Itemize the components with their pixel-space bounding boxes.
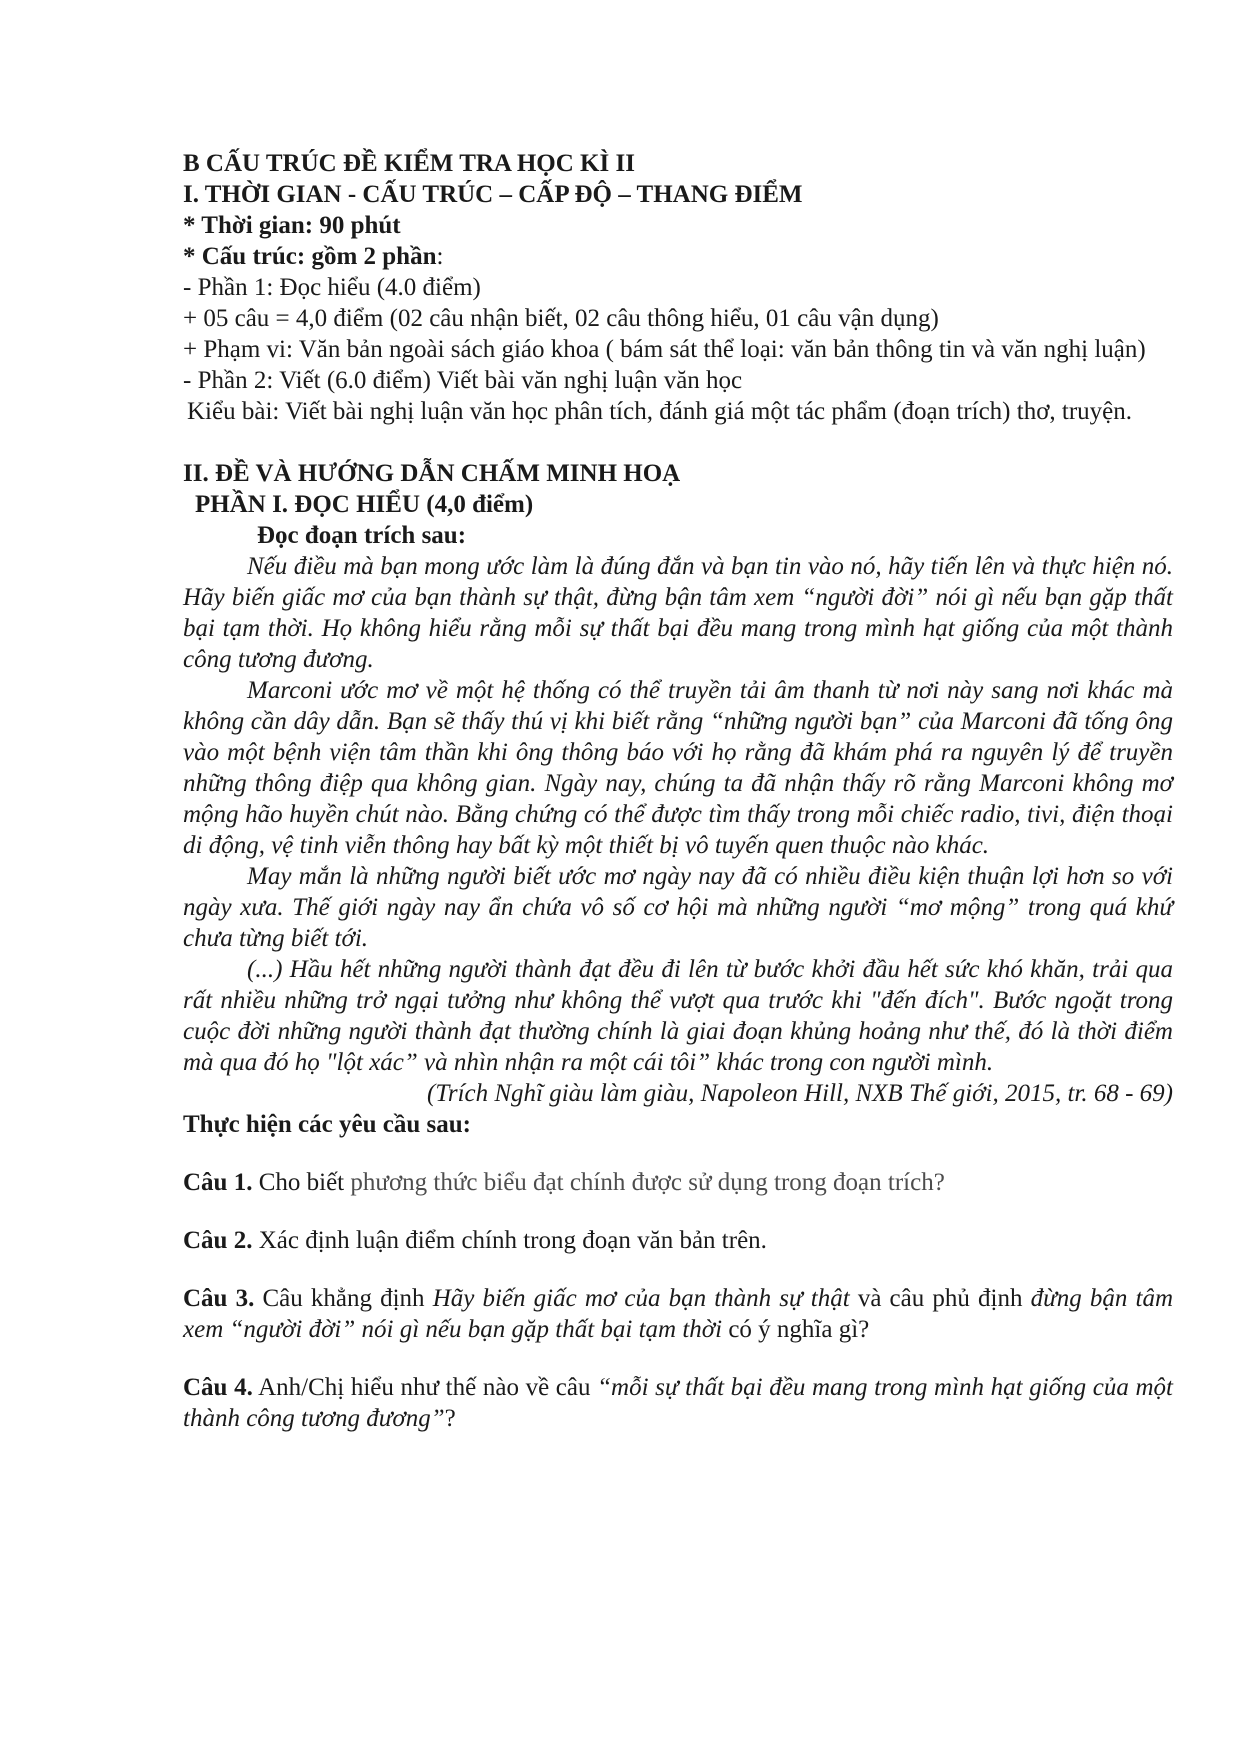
writing-type-line: Kiểu bài: Viết bài nghị luận văn học phân tích, đánh giá một tác phẩm (đoạn trích) thơ, truyện. <box>187 398 1133 425</box>
passage-paragraph: Marconi ước mơ về một hệ thống có thể truyền tải âm thanh từ nơi này sang nơi khác mà không cần dây dẫn. Bạn sẽ thấy thú vị khi biết rằng “những người bạn” của Marconi đã tống ông vào một bệnh viện tâm thần khi ông thông báo với họ rằng đã khám phá ra nguyên lý để truyền những thông điệp qua không gian. Ngày nay, chúng ta đã nhận thấy rõ rằng Marconi không mơ mộng hão huyền chút nào. Bằng chứng có thể được tìm thấy trong mỗi chiếc radio, tivi, điện thoại di động, vệ tinh viễn thông hay bất kỳ một thiết bị vô tuyến quen thuộc nào khác. <box>183 677 1173 859</box>
structure-line <box>183 241 1173 272</box>
question-text: Xác định luận điểm chính trong đoạn văn bản trên. <box>252 1227 767 1254</box>
writing-part-line: - Phần 2: Viết (6.0 điểm) Viết bài văn nghị luận văn học <box>183 367 743 394</box>
quoted-sentence: đừng bận tâm xem “người đời” nói gì nếu bạn gặp thất bại tạm thời <box>183 1285 1173 1343</box>
passage-paragraph: (...) Hầu hết những người thành đạt đều đi lên từ bước khởi đầu hết sức khó khăn, trải qua rất nhiều những trở ngại tưởng như không thể vượt qua trước khi "đến đích". Bước ngoặt trong cuộc đời những người thành đạt thường chính là giai đoạn khủng hoảng như thế, đó là thời điểm mà qua đó họ "lột xác” và nhìn nhận ra một cái tôi” khác trong con người mình. <box>183 956 1173 1076</box>
passage-citation: (Trích Nghĩ giàu làm giàu, Napoleon Hill, NXB Thế giới, 2015, tr. 68 - 69) <box>427 1080 1173 1107</box>
question-text: có ý nghĩa gì? <box>722 1316 870 1343</box>
quoted-sentence: Hãy biến giấc mơ của bạn thành sự thật <box>432 1285 850 1312</box>
passage <box>183 551 1173 1078</box>
question-label: Câu 1. <box>183 1169 253 1196</box>
part2-heading: II. ĐỀ VÀ HƯỚNG DẪN CHẤM MINH HOẠ <box>183 460 681 487</box>
question-text: ? <box>444 1405 456 1432</box>
quoted-sentence: “mỗi sự thất bại đều mang trong mình hạt giống của một thành công tương đương” <box>183 1374 1173 1432</box>
structure-colon: : <box>436 243 444 270</box>
read-instruction: Đọc đoạn trích sau: <box>257 522 467 549</box>
question-text: phương thức biểu đạt chính được sử dụng trong đoạn trích? <box>344 1169 945 1196</box>
question-text: và câu phủ định <box>849 1285 1031 1312</box>
passage-paragraph: May mắn là những người biết ước mơ ngày nay đã có nhiều điều kiện thuận lợi hơn so với ngày xưa. Thế giới ngày nay ẩn chứa vô số cơ hội mà những người “mơ mộng” trong quá khứ chưa từng biết tới. <box>183 863 1173 952</box>
exam-document <box>183 148 1173 1434</box>
question-1 <box>183 1167 1173 1198</box>
part1-heading: I. THỜI GIAN - CẤU TRÚC – CẤP ĐỘ – THANG ĐIỂM <box>183 181 803 208</box>
question-label: Câu 3. <box>183 1285 255 1312</box>
reading-questions-line: + 05 câu = 4,0 điểm (02 câu nhận biết, 02 câu thông hiểu, 01 câu vận dụng) <box>183 305 939 332</box>
question-label: Câu 2. <box>183 1227 253 1254</box>
question-label: Câu 4. <box>183 1374 253 1401</box>
question-text: Cho biết <box>252 1169 345 1196</box>
reading-section-heading: PHẦN I. ĐỌC HIỂU (4,0 điểm) <box>195 491 534 518</box>
question-text: Câu khẳng định <box>254 1285 433 1312</box>
reading-scope-line: + Phạm vi: Văn bản ngoài sách giáo khoa ( bám sát thể loại: văn bản thông tin và văn nghị luận) <box>183 336 1146 363</box>
question-2 <box>183 1225 1173 1256</box>
question-text: Anh/Chị hiểu như thế nào về câu <box>252 1374 598 1401</box>
structure-label: * Cấu trúc: gồm 2 phần <box>183 243 437 270</box>
question-4 <box>183 1372 1173 1434</box>
passage-paragraph: Nếu điều mà bạn mong ước làm là đúng đắn và bạn tin vào nó, hãy tiến lên và thực hiện nó. Hãy biến giấc mơ của bạn thành sự thật, đừng bận tâm xem “người đời” nói gì nếu bạn gặp thất bại tạm thời. Họ không hiểu rằng mỗi sự thất bại đều mang trong mình hạt giống của một thành công tương đương. <box>183 553 1173 673</box>
section-b-title: B CẤU TRÚC ĐỀ KIỂM TRA HỌC KÌ II <box>183 150 635 177</box>
time-line: * Thời gian: 90 phút <box>183 212 401 239</box>
task-heading: Thực hiện các yêu cầu sau: <box>183 1111 471 1138</box>
question-3 <box>183 1283 1173 1345</box>
reading-part-line: - Phần 1: Đọc hiểu (4.0 điểm) <box>183 274 481 301</box>
